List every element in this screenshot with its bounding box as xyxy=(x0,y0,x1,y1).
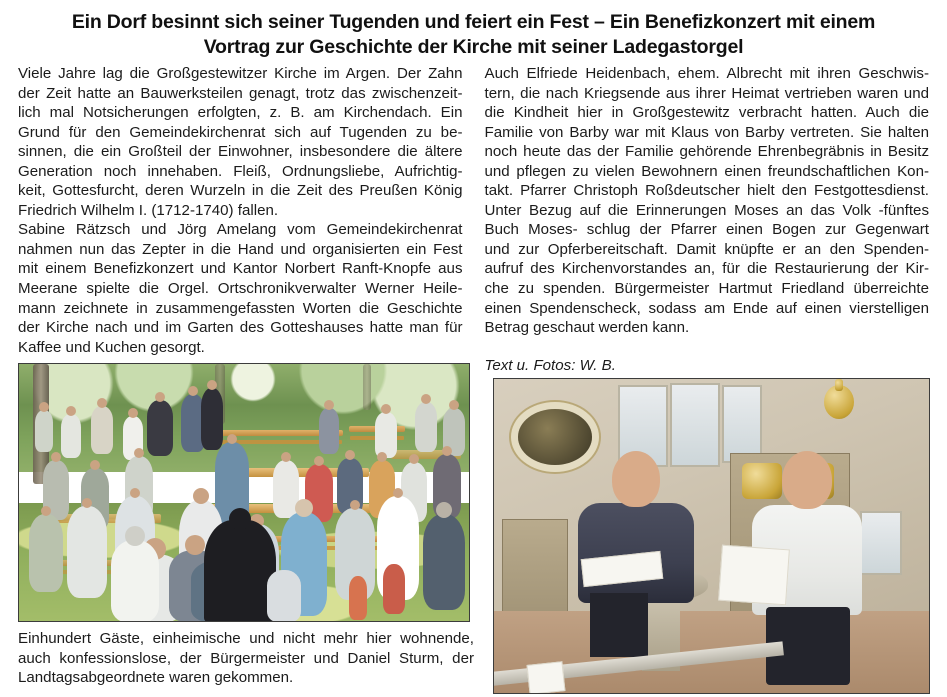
caption-line: auch konfessionslose, der Bürgermeister und Daniel Sturm, der xyxy=(18,649,474,667)
text-line: Familie von Barby war mit Klaus von Barby vertreten. Sie halten xyxy=(484,123,929,141)
person xyxy=(349,576,367,620)
gallery-window xyxy=(722,385,762,463)
text-line: Generation noch innehaben. Fleiß, Ordnungsliebe, Aufrichtig- xyxy=(18,162,463,180)
person xyxy=(111,540,159,621)
person xyxy=(319,408,339,454)
text-line: mann zeichnete in zusammengefassten Worten die Geschichte xyxy=(18,299,463,317)
text-line: der Zeit hatte an Bauwerksteilen genagt, trotz das zwischenzeit- xyxy=(18,84,463,102)
gilded-finial-stem xyxy=(835,379,843,391)
caption-line: Einhundert Gäste, einheimische und nicht mehr hier wohnende, xyxy=(18,630,474,647)
person xyxy=(383,564,405,614)
page-title xyxy=(15,0,932,60)
text-line: Kaffee und Kuchen gesorgt. xyxy=(18,338,205,356)
person xyxy=(147,400,173,456)
person xyxy=(267,570,301,621)
person xyxy=(91,406,113,454)
text-line: der Kirche nach und im Garten des Gotteshauses hatte man für xyxy=(18,319,463,337)
person xyxy=(67,506,107,598)
wall-painting-medallion xyxy=(518,409,592,465)
text-line: Auch Elfriede Heidenbach, ehem. Albrecht mit ihren Geschwis- xyxy=(484,65,929,82)
mayor-white-shirt-head xyxy=(782,451,832,509)
photo-garden-party-content xyxy=(19,364,469,621)
photo-church-interior-content xyxy=(494,379,929,693)
text-line: Grund für den Gemeindekirchenrat sich auf Tugenden zu be- xyxy=(18,123,463,141)
paragraph xyxy=(18,64,463,220)
person xyxy=(61,414,81,458)
right-column-body xyxy=(485,64,930,375)
text-line: che zu spenden. Bürgermeister Hartmut Friedland überreichte xyxy=(484,280,929,298)
photo-church-interior xyxy=(493,378,930,694)
speaker-dark-shirt-head xyxy=(612,451,660,507)
altar-gilding xyxy=(742,463,782,499)
text-line: einen Spendenscheck, sodass am Ende auf einen vierstelligen xyxy=(484,299,929,317)
person xyxy=(204,520,276,621)
text-line: Viele Jahre lag die Großgestewitzer Kirche im Argen. Der Zahn xyxy=(18,65,463,82)
donation-cheque xyxy=(718,545,790,606)
text-line: Buch Moses- schlug der Pfarrer einen Bogen zur Gegenwart xyxy=(484,221,929,239)
person xyxy=(35,410,53,452)
text-line: tern, die nach Kriegsende aus ihrer Heimat vertrieben waren und xyxy=(484,84,929,102)
text-line: Betrag geschaut werden kann. xyxy=(484,319,690,337)
text-line: nahmen nun das Zepter in die Hand und organisierten ein Fest xyxy=(18,240,463,258)
text-line: Meerane spielte die Orgel. Ortschronikverwalter Werner Heile- xyxy=(18,280,463,298)
altar-glass-panel xyxy=(860,511,902,575)
text-line: takt. Pfarrer Christoph Roßdeutscher hielt den Festgottesdienst. xyxy=(484,182,929,200)
photo-credit: Text u. Fotos: W. B. xyxy=(484,356,616,374)
text-line: und pflegen zu vielen Bewohnern einen freundschaftlichen Kon- xyxy=(484,162,929,180)
text-line: mit einem Benefizkonzert und Kantor Norbert Ranft-Knopfe aus xyxy=(18,260,463,278)
text-line: noch heute das der Familie gehörende Ehrenbegräbnis in Besitz xyxy=(484,143,929,161)
person xyxy=(415,402,437,452)
text-line: sinnen, die ein Großteil der Einwohner, insbesondere die ältere xyxy=(18,143,463,161)
person xyxy=(29,514,63,592)
tree-trunk xyxy=(363,364,371,410)
rail-paper xyxy=(527,661,566,693)
text-line: aufruf des Kirchenvorstandes an, für die Restaurierung der Kir- xyxy=(484,260,929,278)
text-line: Friedrich Wilhelm I. (1712-1740) fallen. xyxy=(18,201,279,219)
text-line: und zur Opferbereitschaft. Damit knüpfte er an den Spenden- xyxy=(484,240,929,258)
left-column-body xyxy=(18,64,463,357)
headline-line-2: Vortrag zur Geschichte der Kirche mit seiner Ladegastorgel xyxy=(203,36,744,58)
paragraph xyxy=(485,64,930,338)
headline-line-1: Ein Dorf besinnt sich seiner Tugenden und feiert ein Fest – Ein Benefizkonzert mit einem xyxy=(71,11,876,33)
gallery-window xyxy=(670,383,720,467)
left-column xyxy=(18,64,463,375)
person xyxy=(423,514,465,610)
text-line: lich mal Notsicherungen erfolgten, z. B. am Kirchendach. Ein xyxy=(18,104,463,122)
photo-garden-party xyxy=(18,363,470,622)
text-line: Sabine Rätzsch und Jörg Amelang vom Gemeindekirchenrat xyxy=(18,221,463,239)
person xyxy=(375,412,397,458)
text-line: die Kindheit hier in Großgestewitz verbracht hatten. Auch die xyxy=(484,104,929,122)
right-column xyxy=(485,64,930,375)
text-line: keit, Gottesfurcht, deren Wurzeln in die Zeit des Preußen König xyxy=(18,182,463,200)
paragraph xyxy=(18,220,463,357)
caption-line: Landtagsabgeordnete waren gekommen. xyxy=(18,669,294,687)
person xyxy=(201,388,223,450)
article-columns xyxy=(0,64,947,375)
text-line: Unter Bezug auf die Erinnerungen Moses an das Volk -fünftes xyxy=(484,201,929,219)
speaker-dark-shirt-shorts xyxy=(590,593,648,657)
photo-caption-left xyxy=(18,629,474,688)
